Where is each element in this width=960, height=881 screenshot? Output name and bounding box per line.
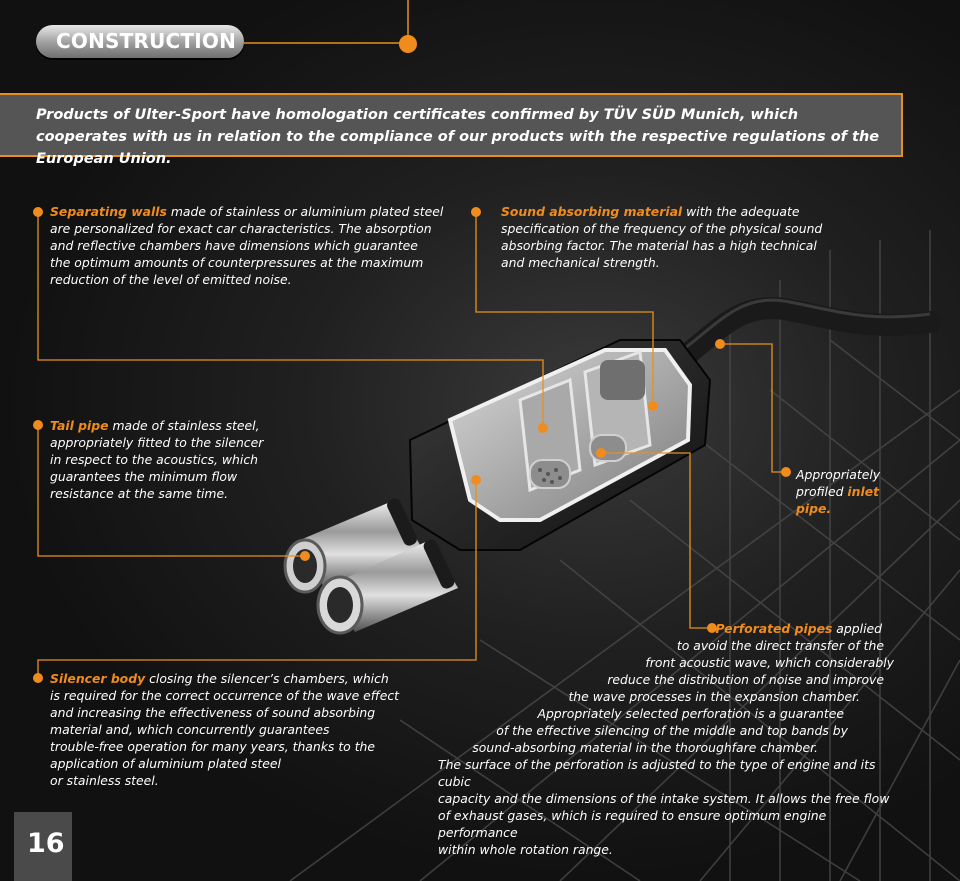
tail-pipe-title: Tail pipe (50, 418, 109, 433)
certificate-banner (0, 93, 903, 167)
inlet-pipe-note: Appropriately profiled inlet pipe. (796, 466, 906, 517)
sound-absorbing-note: Sound absorbing material with the adequate specification of the frequency of the physical sound absorbing factor. The material has a high technical and mechanical strength. (501, 204, 823, 270)
section-label-badge (36, 25, 244, 58)
page-number-tab (14, 812, 72, 881)
sound-absorbing-title: Sound absorbing material (501, 204, 683, 219)
tail-pipe-note: Tail pipe made of stainless steel, appropriately fitted to the silencer in respect to the acoustics, which guarantees the minimum flow resistance at the same time. (50, 418, 264, 501)
silencer-body-title: Silencer body (50, 671, 146, 686)
inlet-pipe-title: pipe. (796, 501, 832, 516)
perforated-pipes-note: Perforated pipes applied to avoid the direct transfer of the front acoustic wave, which considerably reduce the distribution of noise and improve the wave processes in the expansion chamber. Appropriately selected perforation is a guarantee of the effective silencing of the middle and top bands by sound-absorbing material in the thoroughfare chamber. The surface of the perforation is adjusted to the type of engine and its cubic capacity and the dimensions of the intake system. It allows the free flow of exhaust gases, which is required to ensure optimum engine performance within whole rotation range. (438, 621, 894, 857)
perforated-pipes-title: Perforated pipes (715, 621, 833, 636)
separating-walls-note: Separating walls made of stainless or aluminium plated steel are personalized for exact car characteristics. The absorption and reflective chambers have dimensions which guarantee the optimum amounts of counterpressures at the maximum reduction of the level of emitted noise. (50, 204, 444, 287)
certificate-text: Products of Ulter-Sport have homologation certificates confirmed by TÜV SÜD Munich, which cooperates with us in relation to the compliance of our products with the respective regulations of the European Union. (36, 107, 880, 167)
separating-walls-title: Separating walls (50, 204, 167, 219)
silencer-body-note: Silencer body closing the silencer’s chambers, which is required for the correct occurrence of the wave effect and increasing the effectiveness of sound absorbing material and, which concurrently guarantees trouble-free operation for many years, thanks to the application of aluminium plated steel or stainless steel. (50, 671, 400, 788)
page-number: 16 (27, 828, 65, 859)
section-label: CONSTRUCTION (56, 29, 237, 53)
header-connector (244, 0, 408, 43)
